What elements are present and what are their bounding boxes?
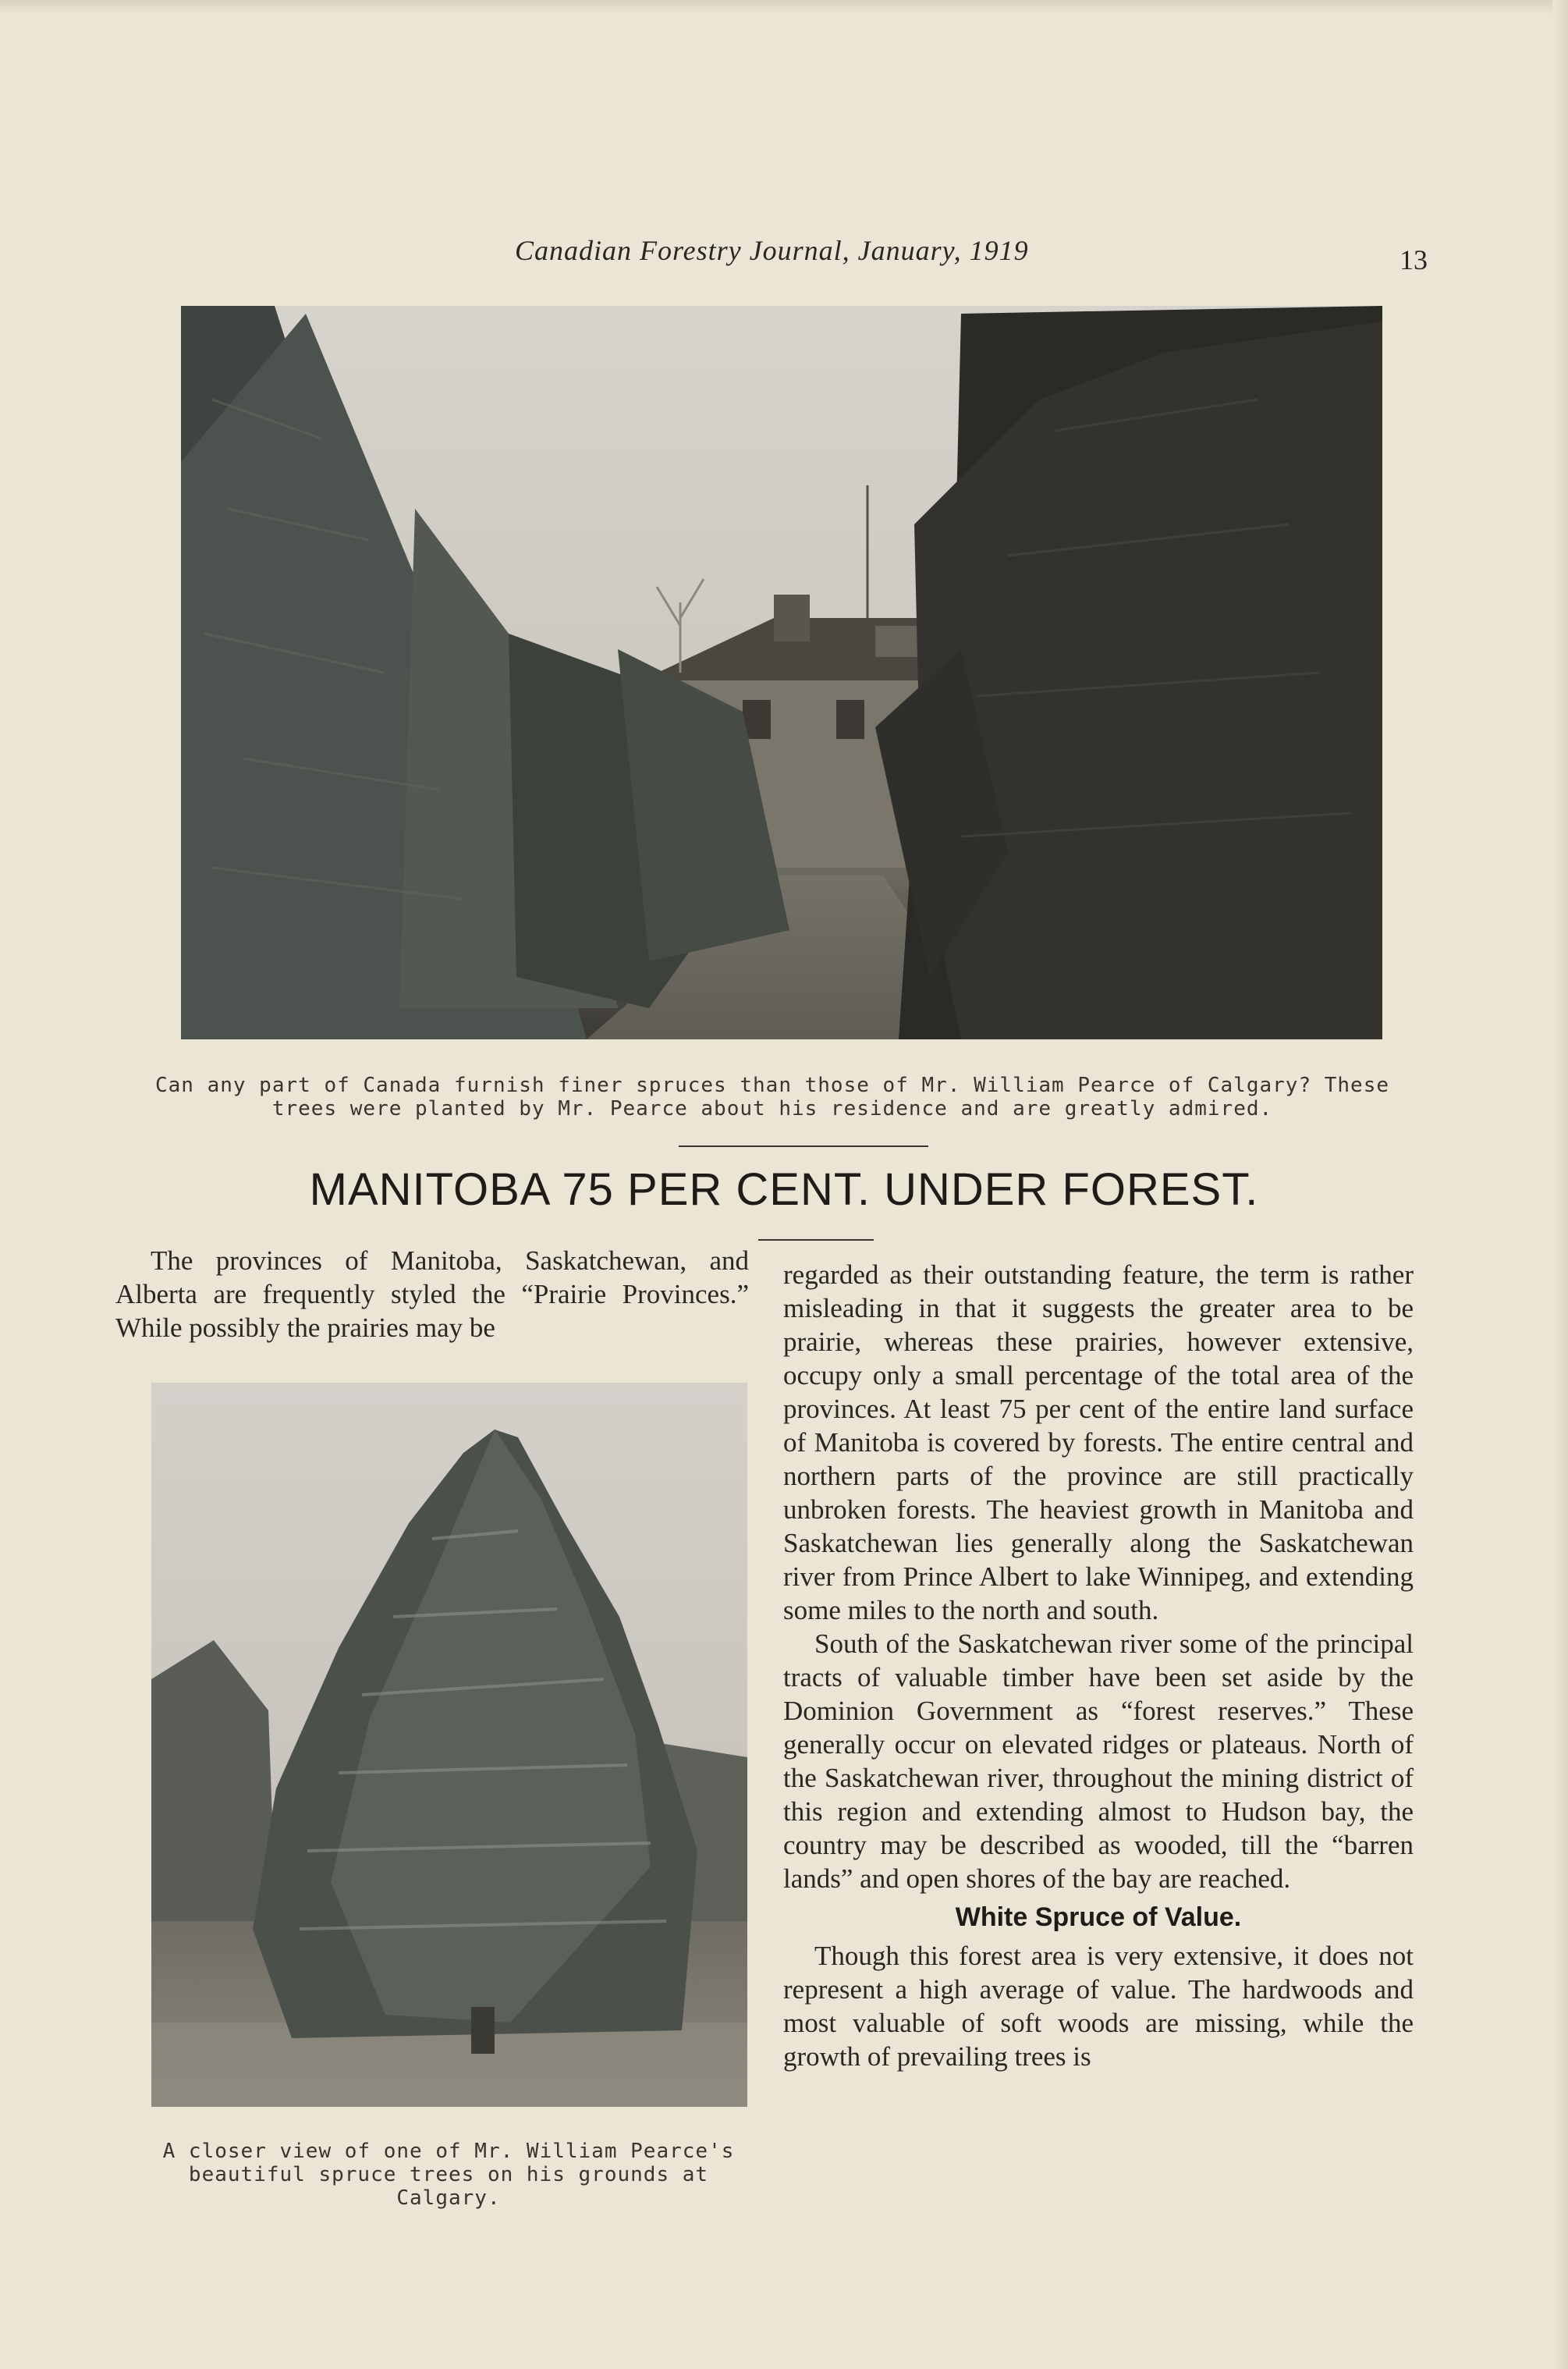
single-spruce-photo	[151, 1383, 747, 2107]
running-head: Canadian Forestry Journal, January, 1919	[515, 235, 1029, 266]
page-number: 13	[1399, 244, 1428, 275]
page-top-edge	[0, 0, 1568, 14]
single-spruce-illustration	[151, 1383, 747, 2107]
spruce-photo-caption: A closer view of one of Mr. William Pearce's beautiful spruce trees on his grounds at Calgary.	[162, 2140, 735, 2210]
section-subheading: White Spruce of Value.	[955, 1902, 1242, 1932]
article-paragraph-4: Though this forest area is very extensive, it does not represent a high average of value. The hardwoods and most valuable of soft woods are missing, while the growth of prevailing trees is	[783, 1941, 1414, 2072]
top-photo-caption: Can any part of Canada furnish finer spruces than those of Mr. William Pearce of Calgary? These trees were planted by Mr. Pearce about his residence and are greatly admired.	[154, 1074, 1390, 1121]
title-rule-lower	[758, 1239, 874, 1241]
article-paragraph-1: The provinces of Manitoba, Saskatchewan, and Alberta are frequently styled the “Prairie Provinces.” While possibly the prairies may be	[115, 1245, 749, 1343]
residence-spruces-photo	[181, 306, 1382, 1039]
right-column	[783, 1258, 1414, 2073]
residence-spruces-illustration	[181, 306, 1382, 1039]
page-header	[0, 234, 1568, 281]
title-rule-upper	[679, 1145, 928, 1147]
article-paragraph-2: regarded as their outstanding feature, the term is rather misleading in that it suggests the greater area to be prairie, whereas these prairies, however extensive, occupy only a small percentage of the total area of the provinces. At least 75 per cent of the entire land surface of Manitoba is covered by forests. The entire central and northern parts of the province are still practically unbroken forests. The heaviest growth in Manitoba and Saskatchewan lies generally along the Saskatchewan river from Prince Albert to lake Winnipeg, and extending some miles to the north and south.	[783, 1259, 1414, 1625]
article-title: MANITOBA 75 PER CENT. UNDER FOREST.	[309, 1164, 1259, 1215]
article-paragraph-3: South of the Saskatchewan river some of the principal tracts of valuable timber have been set aside by the Dominion Government as “forest reserves.” These generally occur on elevated ridges or plateaus. North of the Saskatchewan river, throughout the mining district of this region and extending almost to Hudson bay, the country may be described as wooded, till the “barren lands” and open shores of the bay are reached.	[783, 1628, 1414, 1894]
